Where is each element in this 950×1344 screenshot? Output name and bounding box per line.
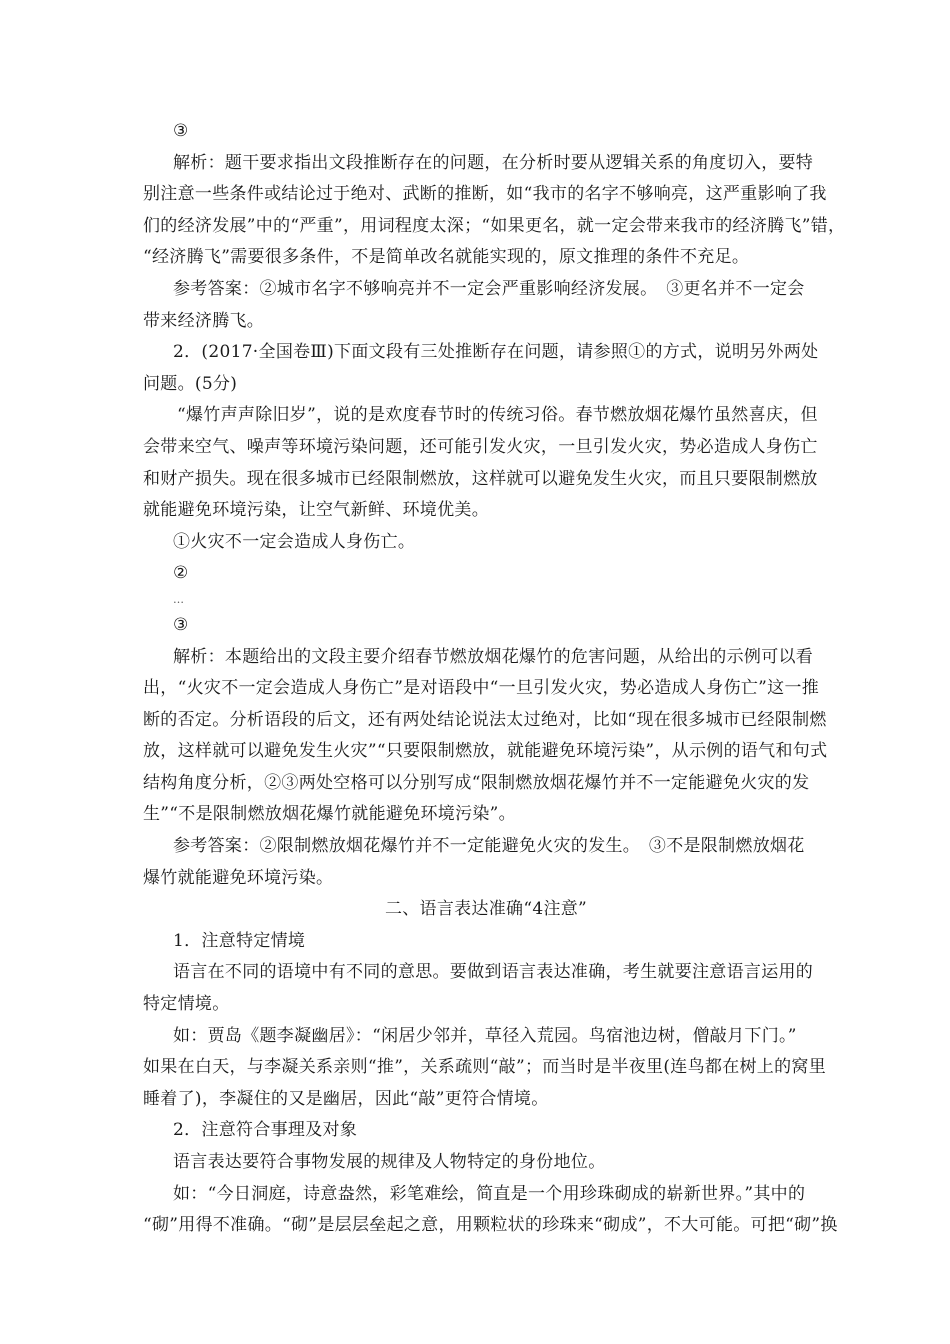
reference-answer-1-line: 带来经济腾飞。 bbox=[143, 310, 265, 331]
subsection-1-example-line: 如果在白天，与李凝关系亲则“推”，关系疏则“敲”；而当时是半夜里(连鸟都在树上的窝里 bbox=[143, 1057, 826, 1078]
analysis-paragraph-2-line: 出，“火灾不一定会造成人身伤亡”是对语段中“一旦引发火灾，势必造成人身伤亡”这一推 bbox=[143, 678, 820, 699]
analysis-paragraph-2-line: 断的否定。分析语段的后文，还有两处结论说法太过绝对，比如“现在很多城市已经限制燃 bbox=[143, 709, 827, 730]
question-2-passage: “爆竹声声除旧岁”，说的是欢度春节时的传统习俗。春节燃放烟花爆竹虽然喜庆，但 bbox=[177, 405, 818, 426]
analysis-paragraph-2-line: 生”“不是限制燃放烟花爆竹就能避免环境污染”。 bbox=[143, 804, 516, 825]
document-page bbox=[143, 116, 846, 1242]
answer-slot-3: ③ bbox=[173, 614, 189, 635]
subsection-1-example: 如：贾岛《题李凝幽居》：“闲居少邻并，草径入荒园。鸟宿池边树，僧敲月下门。” bbox=[173, 1025, 797, 1046]
question-2-passage-line: 和财产损失。现在很多城市已经限制燃放，这样就可以避免发生火灾，而且只要限制燃放 bbox=[143, 468, 818, 489]
subsection-2-example-line: “砌”用得不准确。“砌”是层层垒起之意，用颗粒状的珍珠来“砌成”，不大可能。可把“砌”换 bbox=[143, 1215, 838, 1236]
question-2-title-line: 问题。(5分) bbox=[143, 373, 238, 394]
analysis-paragraph-1: 解析：题干要求指出文段推断存在的问题，在分析时要从逻辑关系的角度切入，要特 bbox=[173, 152, 814, 173]
reference-answer-2: 参考答案：②限制燃放烟花爆竹并不一定能避免火灾的发生。 ③不是限制燃放烟花 bbox=[173, 836, 805, 857]
analysis-paragraph-2-line: 放，这样就可以避免发生火灾”“只要限制燃放，就能避免环境污染”，从示例的语气和句式 bbox=[143, 741, 828, 762]
subsection-1-example-line: 睡着了)，李凝住的又是幽居，因此“敲”更符合情境。 bbox=[143, 1088, 549, 1109]
analysis-paragraph-1-line: 别注意一些条件或结论过于绝对、武断的推断，如“我市的名字不够响亮，这严重影响了我 bbox=[143, 184, 827, 205]
reference-answer-1: 参考答案：②城市名字不够响亮并不一定会严重影响经济发展。 ③更名并不一定会 bbox=[173, 278, 805, 299]
subsection-2-example: 如：“今日洞庭，诗意盎然，彩笔难绘，简直是一个用珍珠砌成的崭新世界。”其中的 bbox=[173, 1183, 806, 1204]
subsection-1-paragraph: 语言在不同的语境中有不同的意思。要做到语言表达准确，考生就要注意语言运用的 bbox=[173, 962, 814, 983]
answer-slot-3: ③ bbox=[173, 121, 189, 141]
analysis-paragraph-1-line: 们的经济发展”中的“严重”，用词程度太深；“如果更名，就一定会带来我市的经济腾飞”错， bbox=[143, 215, 846, 236]
subheading-1: 1．注意特定情境 bbox=[173, 930, 306, 951]
subsection-1-paragraph-line: 特定情境。 bbox=[143, 994, 230, 1015]
subsection-2-paragraph: 语言表达要符合事物发展的规律及人物特定的身份地位。 bbox=[173, 1152, 606, 1172]
reference-answer-2-line: 爆竹就能避免环境污染。 bbox=[143, 867, 334, 888]
subheading-2: 2．注意符合事理及对象 bbox=[173, 1120, 358, 1141]
question-2-passage-line: 会带来空气、噪声等环境污染问题，还可能引发火灾，一旦引发火灾，势必造成人身伤亡 bbox=[143, 436, 818, 457]
question-2-title: 2．(2017·全国卷Ⅲ)下面文段有三处推断存在问题，请参照①的方式，说明另外两处 bbox=[173, 342, 819, 363]
example-answer-1: ①火灾不一定会造成人身伤亡。 bbox=[173, 531, 416, 552]
ellipsis-mark: … bbox=[173, 592, 183, 606]
analysis-paragraph-1-line: “经济腾飞”需要很多条件，不是简单改名就能实现的，原文推理的条件不充足。 bbox=[143, 247, 750, 268]
answer-slot-2: ② bbox=[173, 563, 189, 584]
section-heading: 二、语言表达准确“4注意” bbox=[384, 899, 588, 920]
question-2-passage-line: 就能避免环境污染，让空气新鲜、环境优美。 bbox=[143, 500, 489, 521]
analysis-paragraph-2-line: 结构角度分析，②③两处空格可以分别写成“限制燃放烟花爆竹并不一定能避免火灾的发 bbox=[143, 772, 810, 793]
analysis-paragraph-2: 解析：本题给出的文段主要介绍春节燃放烟花爆竹的危害问题，从给出的示例可以看 bbox=[173, 646, 814, 667]
